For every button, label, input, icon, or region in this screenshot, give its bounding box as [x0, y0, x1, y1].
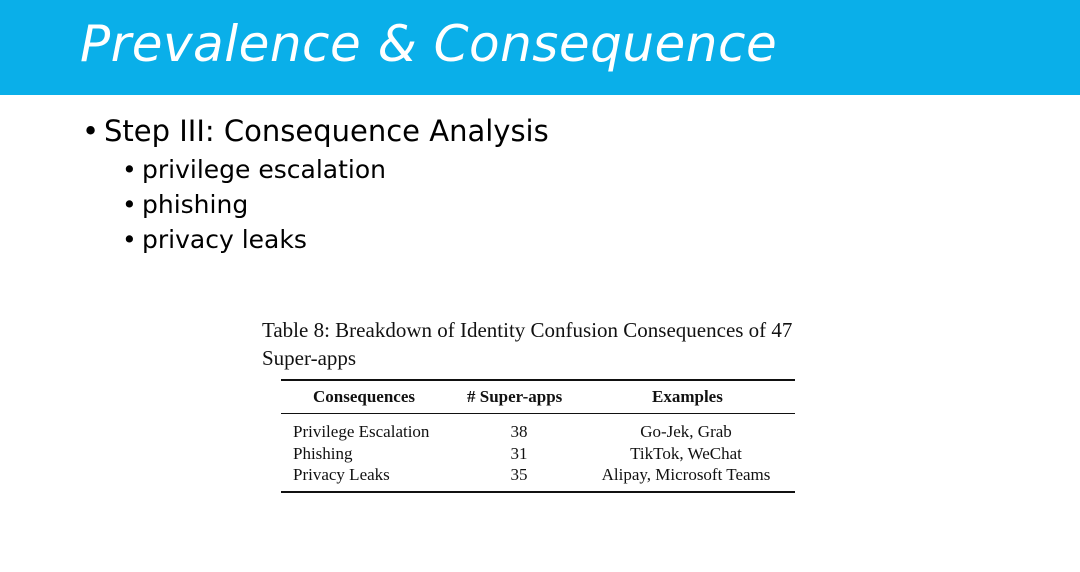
- main-bullet-text: Step III: Consequence Analysis: [104, 114, 549, 148]
- sub-bullet: [82, 187, 549, 222]
- table-row: [281, 443, 795, 465]
- bullet-dot-icon: •: [82, 114, 100, 148]
- table-header-rule: [281, 413, 795, 414]
- header-consequences: Consequences: [313, 387, 416, 406]
- header-examples: Examples: [652, 387, 723, 406]
- table-caption: Table 8: Breakdown of Identity Confusion Consequences of 47 Super-apps: [262, 318, 793, 370]
- cell-count: 31: [510, 444, 528, 463]
- cell-examples: Go-Jek, Grab: [640, 422, 732, 441]
- bullet-list: [82, 110, 549, 257]
- sub-bullet: [82, 222, 549, 257]
- bullet-dot-icon: •: [122, 190, 137, 219]
- cell-examples: Alipay, Microsoft Teams: [601, 465, 771, 484]
- header-super-apps: # Super-apps: [467, 387, 563, 406]
- sub-bullet-text: privacy leaks: [142, 225, 307, 254]
- cell-consequence: Privacy Leaks: [293, 465, 390, 484]
- cell-count: 35: [510, 465, 528, 484]
- cell-consequence: Privilege Escalation: [293, 422, 430, 441]
- cell-consequence: Phishing: [293, 444, 353, 463]
- slide-title: Prevalence & Consequence: [80, 15, 778, 73]
- bullet-dot-icon: •: [122, 155, 137, 184]
- sub-bullet: [82, 152, 549, 187]
- main-bullet: [82, 110, 549, 152]
- bullet-dot-icon: •: [122, 225, 137, 254]
- cell-count: 38: [510, 422, 528, 441]
- sub-bullet-text: privilege escalation: [142, 155, 386, 184]
- cell-examples: TikTok, WeChat: [630, 444, 742, 463]
- title-bar: [0, 0, 1080, 95]
- table-row: [281, 421, 795, 443]
- table-bottom-rule: [281, 491, 795, 493]
- sub-bullet-text: phishing: [142, 190, 249, 219]
- table-top-rule: [281, 379, 795, 381]
- table-row: [281, 464, 795, 486]
- sub-bullet-list: [82, 152, 549, 257]
